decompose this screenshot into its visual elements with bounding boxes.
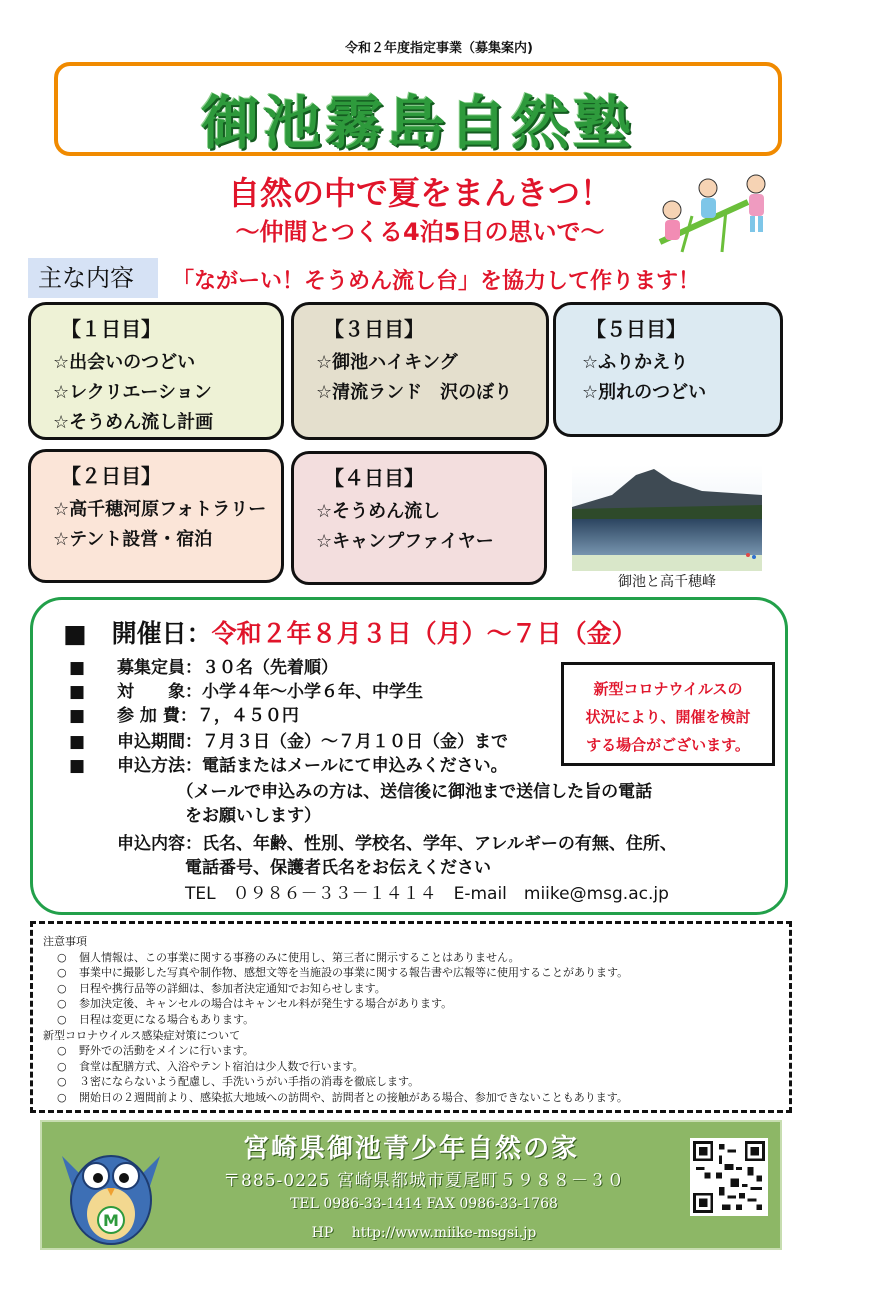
day-4-title: 【４日目】 [324,466,424,490]
info-row: ■ 募集定員：３０名（先着順） [69,658,338,678]
event-date-heading [63,614,637,650]
facility-address: 〒885-0225 宮崎県都城市夏尾町５９８８－３０ [223,1171,625,1191]
covid-notice-line: 新型コロナウイルスの [593,680,743,698]
note-item: ○ 個人情報は、この事業に関する事務のみに使用し、第三者に開示することはありません。 [57,950,520,964]
day-5-item: ☆別れのつどい [582,382,707,403]
lake-mountain-photo [572,465,762,571]
note-item: ○ 参加決定後、キャンセルの場合はキャンセル料が発生する場合があります。 [57,997,453,1011]
day-3-item: ☆御池ハイキング [316,352,458,373]
day-5-card [553,302,783,437]
subtitle-main: 自然の中で夏をまんきつ！ [227,174,612,212]
day-1-card [28,302,284,440]
info-row: ■ 申込方法：電話またはメールにて申込みください。 [69,756,508,776]
contact-row: TEL ０９８６－３３－１４１４ E-mail miike@msg.ac.jp [117,884,669,904]
photo-caption: 御池と高千穂峰 [618,574,716,590]
day-4-card [291,451,547,585]
day-1-item: ☆レクリエーション [53,382,212,403]
day-3-card [291,302,549,440]
note-item: ○ ３密にならないよう配慮し、手洗いうがい手指の消毒を徹底します。 [57,1075,420,1089]
info-row: 電話番号、保護者氏名をお伝えください [117,858,491,878]
event-date-label: ■ 開催日： [63,619,212,648]
main-content-tag: 主な内容 [28,258,158,298]
kids-illustration [652,172,776,256]
covid-notice-line: 状況により、開催を検討 [585,708,751,726]
note-item: ○ 食堂は配膳方式、入浴やテント宿泊は少人数で行います。 [57,1059,364,1073]
info-row: ■ 対 象：小学４年〜小学６年、中学生 [69,682,423,702]
day-5-title: 【５日目】 [586,317,686,341]
facility-name: 宮崎県御池青少年自然の家 [242,1134,579,1164]
event-date-value: 令和２年８月３日（月）〜７日（金） [211,619,637,648]
title-frame [54,62,782,156]
day-2-title: 【２日目】 [61,464,161,488]
covid-measures-heading: 新型コロナウイルス感染症対策について [43,1028,241,1042]
day-2-card [28,449,284,583]
covid-notice-line: する場合がございます。 [586,736,750,754]
day-2-item: ☆高千穂河原フォトラリー [53,499,267,520]
day-4-item: ☆キャンプファイヤー [316,531,494,552]
pre-title: 令和２年度指定事業（募集案内) [345,41,533,56]
note-item: ○ 野外での活動をメインに行います。 [57,1044,254,1058]
day-5-item: ☆ふりかえり [582,352,689,373]
info-row: ■ 参 加 費：７，４５０円 [69,706,299,726]
event-info-box [30,597,788,915]
mascot-letter: M [103,1211,119,1230]
qr-code-icon [690,1138,768,1216]
day-1-title: 【１日目】 [61,317,161,341]
covid-notice-box [561,662,775,766]
facility-homepage: HP http://www.miike-msgsi.jp [311,1225,537,1241]
facility-tel-fax: TEL 0986-33-1414 FAX 0986-33-1768 [290,1196,558,1212]
day-4-item: ☆そうめん流し [316,501,441,522]
main-content-note: 「ながーい！そうめん流し台」を協力して作ります！ [172,269,701,294]
info-row: ■ 申込期間：７月３日（金）〜７月１０日（金）まで [69,732,508,752]
day-3-title: 【３日目】 [324,317,424,341]
note-item: ○ 日程や携行品等の詳細は、参加者決定通知でお知らせします。 [57,981,386,995]
day-3-item: ☆清流ランド 沢のぼり [316,382,513,403]
notes-heading: 注意事項 [43,935,87,948]
note-item: ○ 開始日の２週間前より、感染拡大地域への訪問や、訪問者との接触がある場合、参加できないこともあります。 [57,1090,628,1104]
day-2-item: ☆テント設営・宿泊 [53,529,213,550]
info-row: 申込内容：氏名、年齢、性別、学校名、学年、アレルギーの有無、住所、 [117,834,677,854]
day-1-item: ☆そうめん流し計画 [53,412,214,433]
info-row: （メールで申込みの方は、送信後に御池まで送信した旨の電話 [117,782,653,802]
day-1-item: ☆出会いのつどい [53,352,196,373]
note-item: ○ 日程は変更になる場合もあります。 [57,1012,255,1026]
main-title: 御池霧島自然塾 [200,89,635,157]
note-item: ○ 事業中に撮影した写真や制作物、感想文等を当施設の事業に関する報告書や広報等に使用することがあります。 [57,966,629,980]
subtitle-sub: 〜仲間とつくる4泊5日の思いで〜 [235,218,605,246]
notes-box [30,921,792,1113]
info-row: をお願いします） [117,806,321,826]
footer-banner [40,1120,782,1250]
